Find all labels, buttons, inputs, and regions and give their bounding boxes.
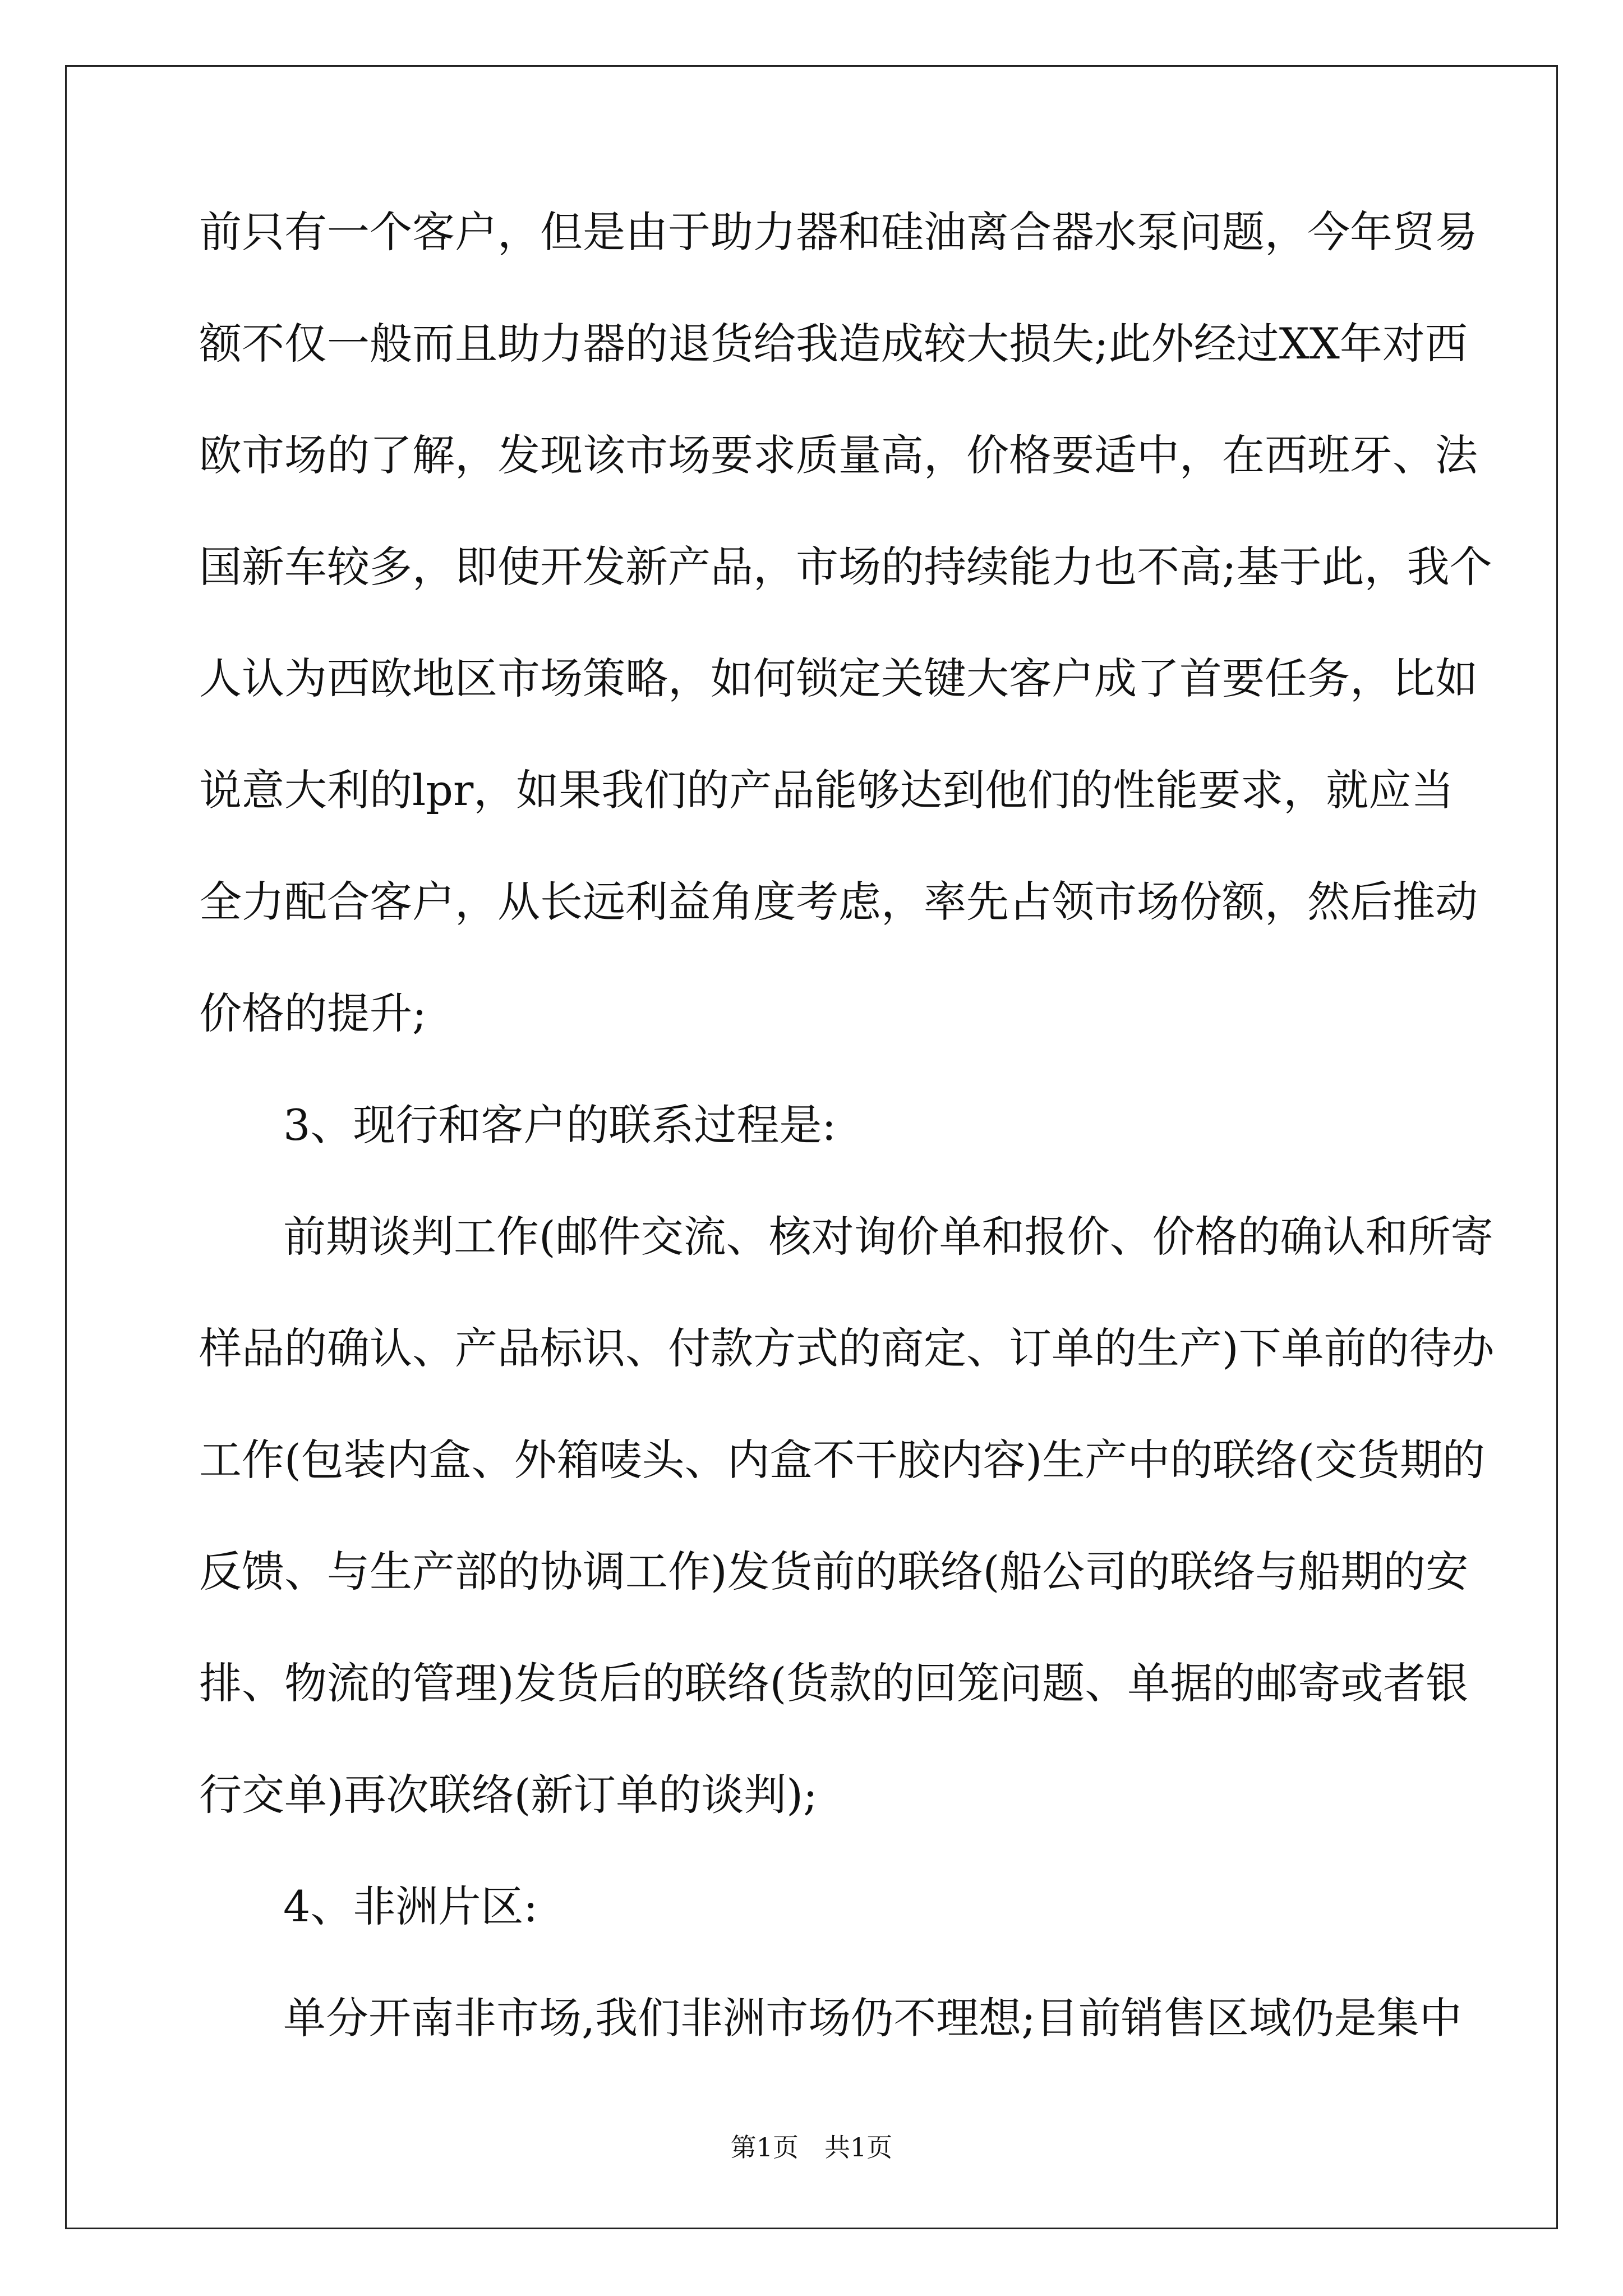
- body-line-12: 工作(包装内盒、外箱唛头、内盒不干胶内容)生产中的联络(交货期的: [199, 1435, 1485, 1485]
- page-footer: 第1页 共1页: [730, 2132, 893, 2162]
- body-line-11: 样品的确认、产品标识、付款方式的商定、订单的生产)下单前的待办: [199, 1323, 1495, 1373]
- body-line-10: 前期谈判工作(邮件交流、核对询价单和报价、价格的确认和所寄: [283, 1212, 1493, 1262]
- body-line-4: 国新车较多，即使开发新产品，市场的持续能力也不高;基于此，我个: [199, 542, 1492, 592]
- body-line-5: 人认为西欧地区市场策略，如何锁定关键大客户成了首要任务，比如: [199, 654, 1478, 703]
- body-line-7: 全力配合客户，从长远利益角度考虑，率先占领市场份额，然后推动: [199, 877, 1478, 927]
- section-heading-4: 4、非洲片区:: [283, 1881, 538, 1931]
- section-heading-3: 3、现行和客户的联系过程是:: [283, 1100, 836, 1150]
- body-line-1: 前只有一个客户，但是由于助力器和硅油离合器水泵问题，今年贸易: [199, 207, 1478, 257]
- body-line-8: 价格的提升;: [199, 988, 427, 1038]
- body-line-15: 行交单)再次联络(新订单的谈判);: [199, 1770, 818, 1820]
- body-line-14: 排、物流的管理)发货后的联络(货款的回笼问题、单据的邮寄或者银: [199, 1658, 1469, 1708]
- body-line-13: 反馈、与生产部的协调工作)发货前的联络(船公司的联络与船期的安: [199, 1547, 1469, 1596]
- body-line-17: 单分开南非市场,我们非洲市场仍不理想;目前销售区域仍是集中: [283, 1993, 1462, 2043]
- body-line-3: 欧市场的了解，发现该市场要求质量高，价格要适中，在西班牙、法: [199, 430, 1478, 480]
- body-line-2: 额不仅一般而且助力器的退货给我造成较大损失;此外经过XX年对西: [199, 319, 1468, 369]
- body-line-6: 说意大利的lpr，如果我们的产品能够达到他们的性能要求，就应当: [199, 765, 1454, 815]
